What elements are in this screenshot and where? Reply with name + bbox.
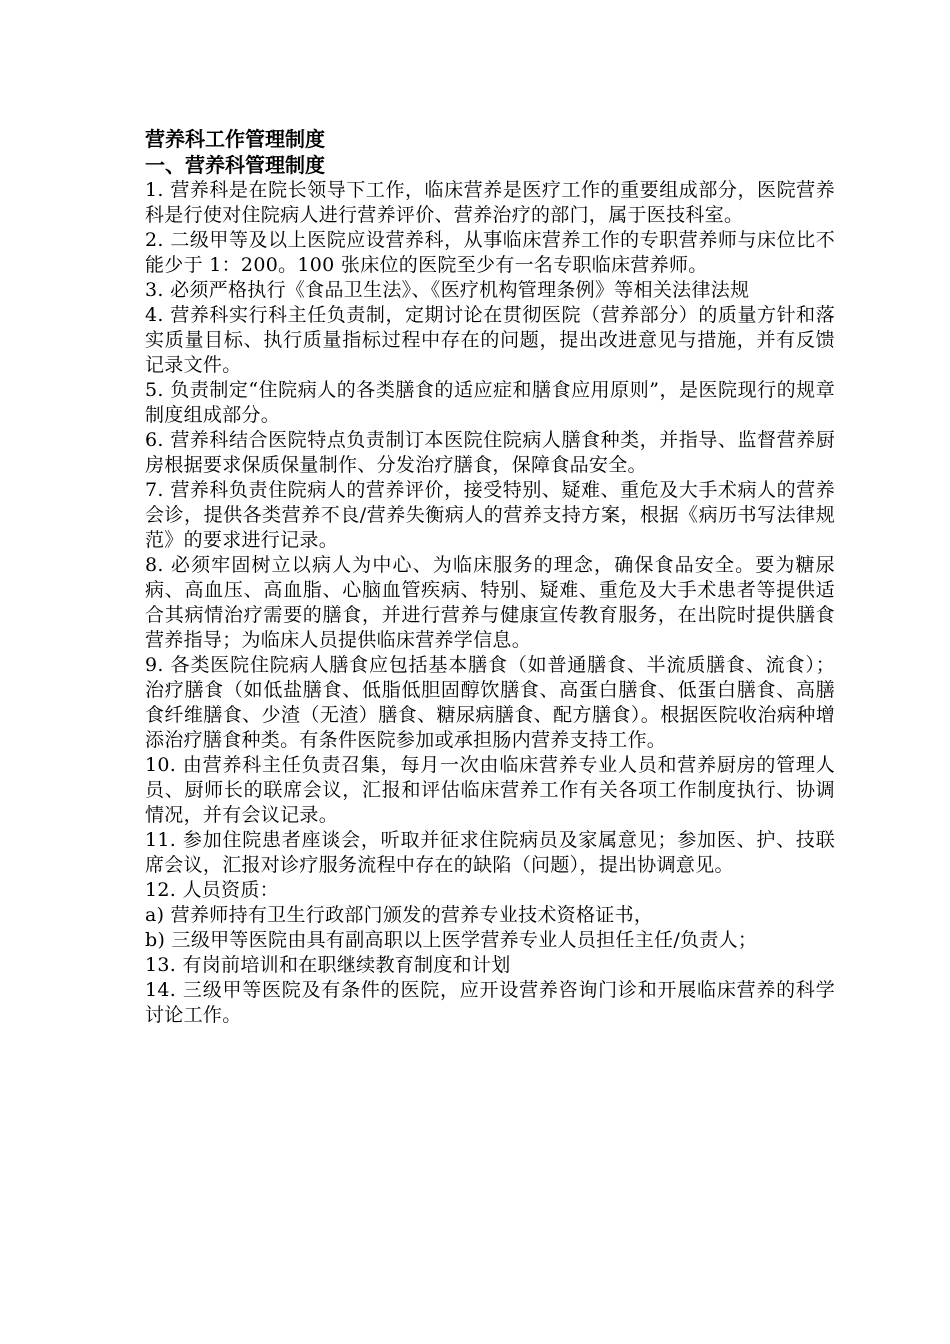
paragraph-12: 12. 人员资质： [145, 879, 279, 901]
paragraph-1: 1. 营养科是在院长领导下工作，临床营养是医疗工作的重要组成部分，医院营养科是行使对住院病人进行营养评价、营养治疗的部门，属于医技科室。 [145, 179, 835, 226]
paragraph-8: 8. 必须牢固树立以病人为中心、为临床服务的理念，确保食品安全。要为糖尿病、高血压、高血脂、心脑血管疾病、特别、疑难、重危及大手术患者等提供适合其病情治疗需要的膳食，并进行营养与健康宣传教育服务，在出院时提供膳食营养指导；为临床人员提供临床营养学信息。 [145, 554, 835, 651]
section-title: 一、营养科管理制度 [145, 153, 325, 177]
paragraph-5: 5. 负责制定“住院病人的各类膳食的适应症和膳食应用原则”，是医院现行的规章制度组成部分。 [145, 379, 835, 426]
paragraph-14: 14. 三级甲等医院及有条件的医院，应开设营养咨询门诊和开展临床营养的科学讨论工作。 [145, 979, 835, 1026]
paragraph-7: 7. 营养科负责住院病人的营养评价，接受特别、疑难、重危及大手术病人的营养会诊，提供各类营养不良/营养失衡病人的营养支持方案，根据《病历书写法律规范》的要求进行记录。 [145, 479, 835, 551]
paragraph-12a: a) 营养师持有卫生行政部门颁发的营养专业技术资格证书， [145, 904, 654, 926]
paragraph-11: 11. 参加住院患者座谈会，听取并征求住院病员及家属意见；参加医、护、技联席会议，汇报对诊疗服务流程中存在的缺陷（问题），提出协调意见。 [145, 829, 835, 876]
paragraph-2: 2. 二级甲等及以上医院应设营养科，从事临床营养工作的专职营养师与床位比不能少于 1：200。100 张床位的医院至少有一名专职临床营养师。 [145, 229, 835, 276]
document-body [145, 126, 835, 1028]
paragraph-6: 6. 营养科结合医院特点负责制订本医院住院病人膳食种类，并指导、监督营养厨房根据要求保质保量制作、分发治疗膳食，保障食品安全。 [145, 429, 835, 476]
paragraph-4: 4. 营养科实行科主任负责制，定期讨论在贯彻医院（营养部分）的质量方针和落实质量目标、执行质量指标过程中存在的问题，提出改进意见与措施，并有反馈记录文件。 [145, 304, 835, 376]
paragraph-13: 13. 有岗前培训和在职继续教育制度和计划 [145, 954, 511, 976]
document-title: 营养科工作管理制度 [145, 127, 325, 151]
paragraph-3: 3. 必须严格执行《食品卫生法》、《医疗机构管理条例》等相关法律法规 [145, 279, 750, 301]
paragraph-12b: b) 三级甲等医院由具有副高职以上医学营养专业人员担任主任/负责人； [145, 929, 758, 951]
paragraph-10: 10. 由营养科主任负责召集，每月一次由临床营养专业人员和营养厨房的管理人员、厨师长的联席会议，汇报和评估临床营养工作有关各项工作制度执行、协调情况，并有会议记录。 [145, 754, 835, 826]
paragraph-9: 9. 各类医院住院病人膳食应包括基本膳食（如普通膳食、半流质膳食、流食）；治疗膳食（如低盐膳食、低脂低胆固醇饮膳食、高蛋白膳食、低蛋白膳食、高膳食纤维膳食、少渣（无渣）膳食、糖尿病膳食、配方膳食）。根据医院收治病种增添治疗膳食种类。有条件医院参加或承担肠内营养支持工作。 [145, 654, 835, 751]
